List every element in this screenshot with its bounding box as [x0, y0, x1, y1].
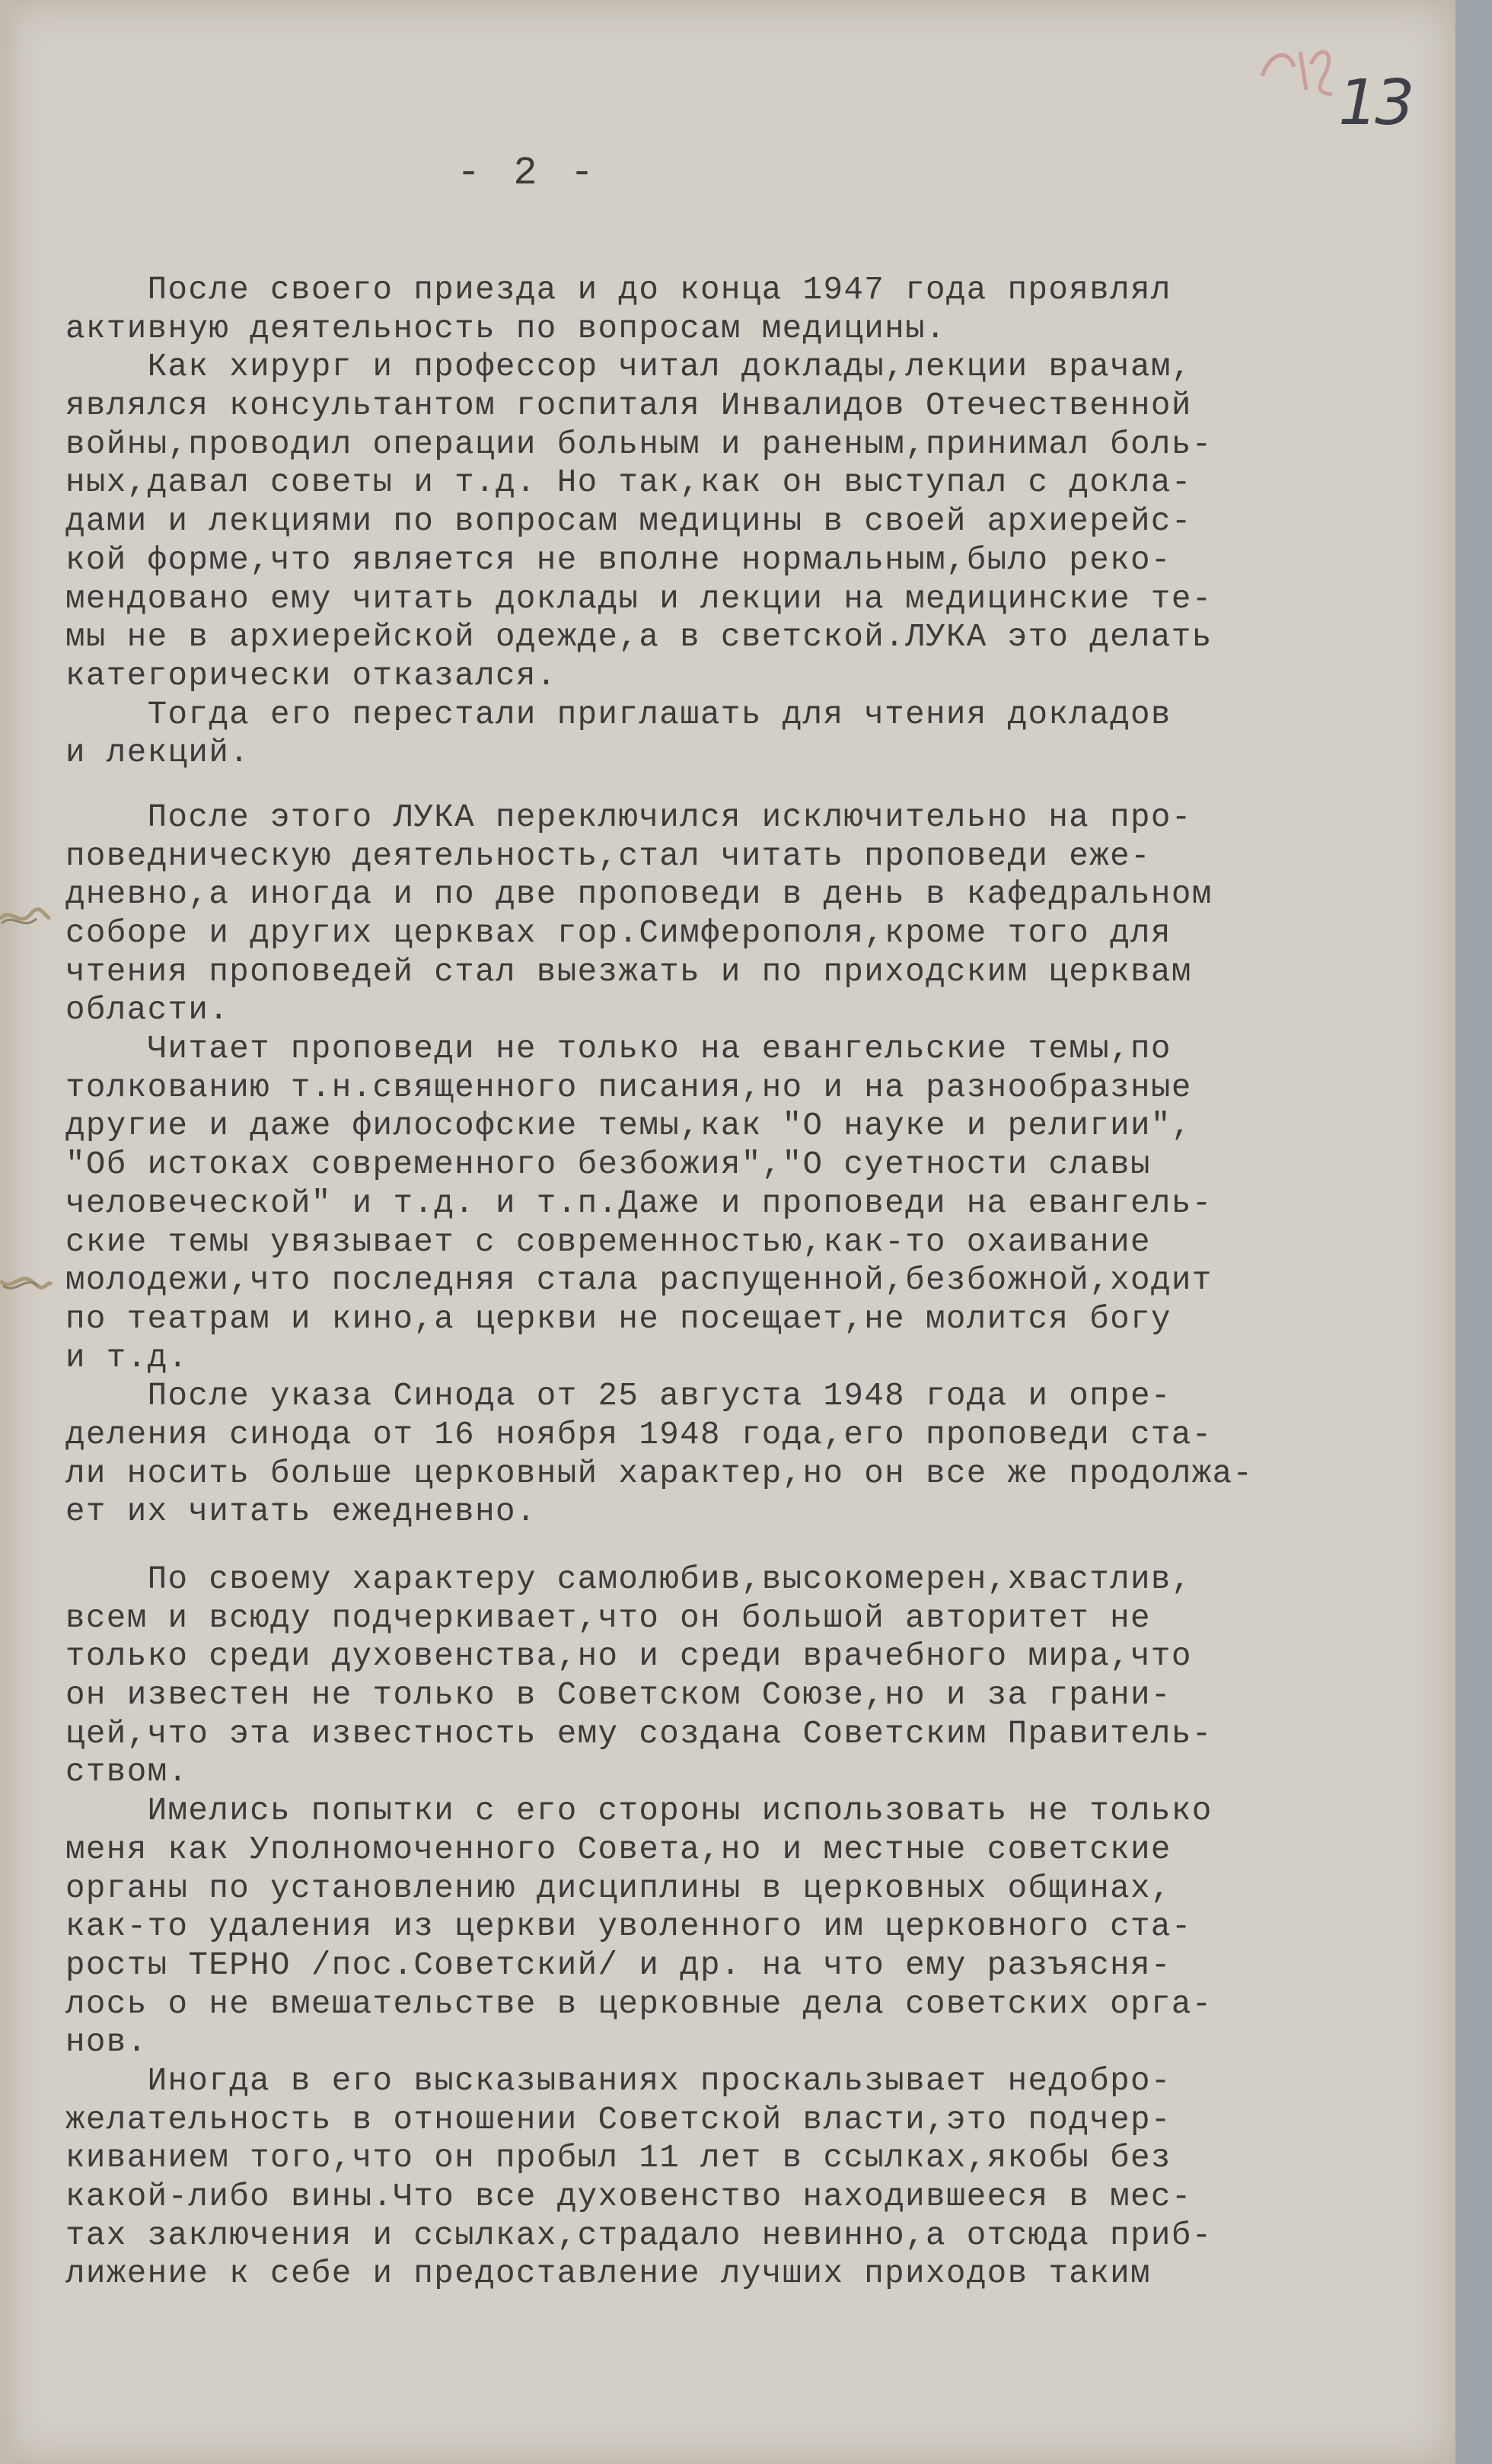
- page-number: - 2 -: [457, 151, 599, 196]
- document-body: [65, 271, 1459, 2293]
- text-line: После этого ЛУКА переключился исключительно на про-: [65, 798, 1192, 836]
- text-line: лось о не вмешательстве в церковные дела советских орга-: [65, 1985, 1213, 2023]
- text-line: росты ТЕРНО /пос.Советский/ и др. на что ему разъясня-: [65, 1946, 1172, 1984]
- text-line: и лекций.: [65, 735, 250, 772]
- text-line: какой-либо вины.Что все духовенство находившееся в мес-: [65, 2179, 1192, 2215]
- text-line: всем и всюду подчеркивает,что он большой авторитет не: [65, 1599, 1151, 1637]
- text-line: лижение к себе и предоставление лучших приходов таким: [65, 2255, 1151, 2293]
- text-line: Тогда его перестали приглашать для чтения докладов: [65, 696, 1172, 733]
- text-line: После своего приезда и до конца 1947 года проявлял: [65, 272, 1172, 308]
- text-line: меня как Уполномоченного Совета,но и местные советские: [65, 1831, 1172, 1868]
- text-line: ных,давал советы и т.д. Но так,как он выступал с докла-: [65, 464, 1192, 502]
- text-line: области.: [65, 992, 230, 1029]
- text-line: ет их читать ежедневно.: [65, 1493, 537, 1531]
- text-line: ские темы увязывает с современностью,как-то охаивание: [65, 1223, 1151, 1261]
- binding-thread: [0, 1267, 53, 1298]
- text-line: дами и лекциями по вопросам медицины в своей архиерейс-: [65, 503, 1192, 540]
- text-line: После указа Синода от 25 августа 1948 года и опре-: [65, 1378, 1172, 1415]
- paragraph: [65, 271, 1459, 773]
- text-line: цей,что эта известность ему создана Советским Правитель-: [65, 1715, 1213, 1752]
- text-line: ством.: [65, 1754, 189, 1791]
- text-line: органы по установлению дисциплины в церковных общинах,: [65, 1870, 1172, 1907]
- text-line: поведническую деятельность,стал читать проповеди еже-: [65, 837, 1151, 875]
- text-line: и т.д.: [65, 1339, 189, 1376]
- text-line: "Об истоках современного безбожия","О суетности славы: [65, 1146, 1151, 1184]
- text-line: другие и даже философские темы,как "О науке и религии",: [65, 1108, 1192, 1145]
- text-line: ли носить больше церковный характер,но он все же продолжа-: [65, 1455, 1254, 1492]
- text-line: дневно,а иногда и по две проповеди в день в кафедральном: [65, 876, 1213, 913]
- text-line: Читает проповеди не только на евангельские темы,по: [65, 1031, 1172, 1068]
- paragraph: [65, 798, 1459, 1532]
- text-line: толкованию т.н.священного писания,но и на разнообразные: [65, 1069, 1192, 1106]
- text-line: киванием того,что он пробыл 11 лет в ссылках,якобы без: [65, 2140, 1172, 2177]
- binding-thread: [0, 902, 53, 932]
- page-left-edge: [0, 0, 20, 2464]
- text-line: по театрам и кино,а церкви не посещает,не молится богу: [65, 1300, 1172, 1337]
- text-line: чтения проповедей стал выезжать и по приходским церквам: [65, 953, 1192, 990]
- text-line: соборе и других церквах гор.Симферополя,кроме того для: [65, 915, 1172, 951]
- text-line: По своему характеру самолюбив,высокомерен,хвастлив,: [65, 1561, 1192, 1598]
- text-line: деления синода от 16 ноября 1948 года,его проповеди ста-: [65, 1416, 1213, 1453]
- text-line: Иногда в его высказываниях проскальзывает недобро-: [65, 2062, 1172, 2099]
- text-line: он известен не только в Советском Союзе,но и за грани-: [65, 1677, 1172, 1714]
- text-line: войны,проводил операции больным и раненым,принимал боль-: [65, 426, 1213, 463]
- text-line: молодежи,что последняя стала распущенной,безбожной,ходит: [65, 1262, 1213, 1299]
- text-line: Как хирург и профессор читал доклады,лекции врачам,: [65, 349, 1192, 386]
- text-line: Имелись попытки с его стороны использовать не только: [65, 1793, 1213, 1830]
- text-line: человеческой" и т.д. и т.п.Даже и проповеди на евангель-: [65, 1184, 1213, 1222]
- folio-number: 13: [1338, 67, 1412, 139]
- text-line: категорически отказался.: [65, 657, 557, 694]
- paragraph: [65, 1560, 1459, 2293]
- text-line: мы не в архиерейской одежде,а в светской.ЛУКА это делать: [65, 619, 1213, 656]
- text-line: нов.: [65, 2024, 148, 2061]
- text-line: тах заключения и ссылках,страдало невинно,а отсюда приб-: [65, 2217, 1213, 2254]
- text-line: являлся консультантом госпиталя Инвалидов Отечественной: [65, 387, 1192, 425]
- text-line: мендовано ему читать доклады и лекции на медицинские те-: [65, 580, 1213, 617]
- text-line: активную деятельность по вопросам медицины.: [65, 310, 946, 347]
- scanner-background-strip: [1455, 0, 1492, 2464]
- text-line: желательность в отношении Советской власти,это подчер-: [65, 2101, 1172, 2138]
- text-line: как-то удаления из церкви уволенного им церковного ста-: [65, 1908, 1192, 1946]
- text-line: только среди духовенства,но и среди врачебного мира,что: [65, 1638, 1192, 1675]
- text-line: кой форме,что является не вполне нормальным,было реко-: [65, 541, 1172, 579]
